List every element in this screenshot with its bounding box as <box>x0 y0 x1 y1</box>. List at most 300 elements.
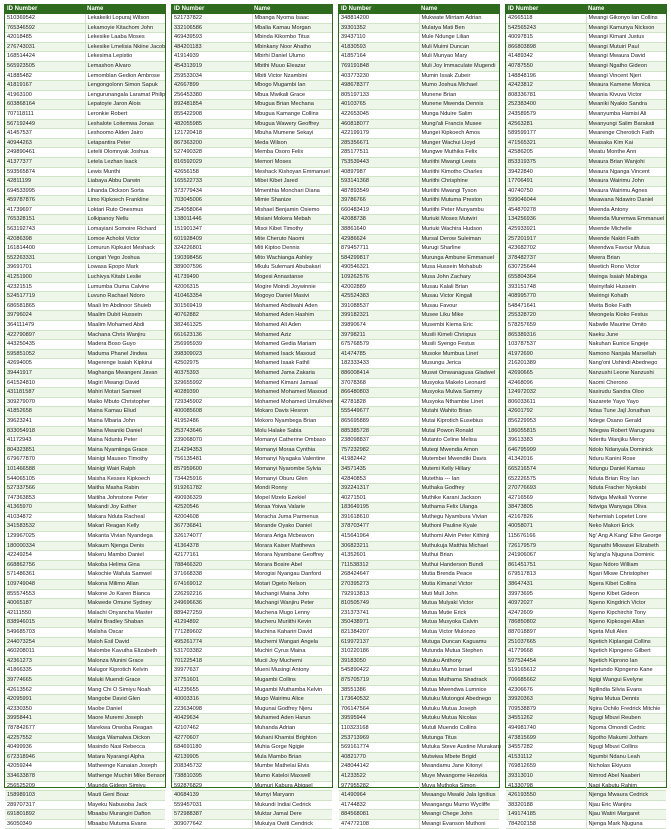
name-cell: Mutia Brenda Peace <box>419 570 499 580</box>
name-cell: Mugo Wairimu Alice <box>252 695 332 705</box>
name-cell: Misoi Kibet Timothy <box>252 225 332 235</box>
table-row <box>5 416 165 426</box>
name-cell: Mumbe Mathelai Elvis <box>252 762 332 772</box>
id-number-cell: 42690665 <box>506 368 586 378</box>
id-number-cell: 378482737 <box>506 253 586 263</box>
name-cell: Molu Halake Sabia <box>252 426 332 436</box>
name-cell: Musau Victor Kingali <box>419 292 499 302</box>
id-number-cell: 253713969 <box>339 733 419 743</box>
id-number-cell: 527490328 <box>172 148 252 158</box>
name-cell: Munger Wachui Lloyd <box>419 138 499 148</box>
name-cell: Musa John Zachary <box>419 273 499 283</box>
id-number-cell: 684691180 <box>172 743 252 753</box>
table-row <box>5 560 165 570</box>
table-row <box>506 570 666 580</box>
table-row <box>506 704 666 714</box>
table-row <box>172 129 332 139</box>
id-number-cell: 329655992 <box>172 378 252 388</box>
id-number-cell: 482055985 <box>172 119 252 129</box>
name-cell: Musee Liku Mike <box>419 311 499 321</box>
name-cell: Naeku June <box>586 330 666 340</box>
id-number-cell: 498678377 <box>339 81 419 91</box>
id-number-cell: 565923505 <box>5 61 85 71</box>
id-number-cell: 41972690 <box>506 349 586 359</box>
name-cell: Ngoma Omondi Cedric <box>586 723 666 733</box>
table-header-row <box>172 5 332 14</box>
name-cell: Mwangi Mutuiri Paul <box>586 42 666 52</box>
id-number-cell: 42167826 <box>506 512 586 522</box>
id-number-cell: 454313919 <box>172 61 252 71</box>
table-row <box>339 819 499 829</box>
id-number-cell: 41235655 <box>172 685 252 695</box>
table-row <box>339 560 499 570</box>
id-number-cell: 41852658 <box>5 407 85 417</box>
table-row <box>339 42 499 52</box>
list-column-2 <box>171 4 333 827</box>
id-number-cell: 865389316 <box>506 330 586 340</box>
table-row <box>172 388 332 398</box>
table-row <box>506 675 666 685</box>
id-number-cell: 542565243 <box>506 23 586 33</box>
table-row <box>5 330 165 340</box>
table-row <box>172 368 332 378</box>
id-number-cell: 40740750 <box>506 186 586 196</box>
table-row <box>506 781 666 791</box>
name-cell: Musyoka Makelo Leonard <box>419 378 499 388</box>
name-header: Name <box>252 5 332 14</box>
id-number-cell: 584299817 <box>339 253 419 263</box>
id-number-cell: 42694005 <box>5 359 85 369</box>
name-cell: Lomayiani Somoire Richard <box>85 225 165 235</box>
id-number-cell: 42665118 <box>506 14 586 23</box>
id-number-cell: 589599177 <box>506 129 586 139</box>
name-cell: Mainigi Wairi Ralph <box>85 464 165 474</box>
id-number-cell: 270395273 <box>339 580 419 590</box>
table-row <box>5 52 165 62</box>
id-number-cell: 572988387 <box>172 810 252 820</box>
id-number-cell: 39691701 <box>5 263 85 273</box>
table-row <box>339 656 499 666</box>
name-cell: Mutua Victor Mulonzo <box>419 628 499 638</box>
id-number-cell: 40499936 <box>5 743 85 753</box>
table-row <box>339 791 499 801</box>
id-number-cell: 254058064 <box>172 205 252 215</box>
name-cell: Makone Jo Karen Bianca <box>85 589 165 599</box>
id-number-cell: 792913813 <box>339 589 419 599</box>
table-row <box>339 666 499 676</box>
name-cell: Memori Moses <box>252 157 332 167</box>
name-cell: Mutua Muthama Shadrack <box>419 675 499 685</box>
table-row <box>506 244 666 254</box>
table-row <box>172 301 332 311</box>
name-cell: Maunda Gideon Simiyu <box>85 781 165 791</box>
id-number-cell: 679517813 <box>506 570 586 580</box>
table-row <box>5 541 165 551</box>
id-number-cell: 42770607 <box>172 733 252 743</box>
table-row <box>172 177 332 187</box>
name-cell: Maina Kamau Eliud <box>85 407 165 417</box>
id-number-cell: 765328151 <box>5 215 85 225</box>
name-cell: Mukuiya Owiti Cendrick <box>252 819 332 829</box>
id-number-cell: 40103765 <box>339 100 419 110</box>
table-row <box>506 349 666 359</box>
name-cell: Mwanyungi Salim Barakati <box>586 119 666 129</box>
name-cell: Ngeno Kibet Gideon <box>586 589 666 599</box>
name-header: Name <box>85 5 165 14</box>
table-row <box>506 771 666 781</box>
name-cell: Muye Mwangome Hezekia <box>419 771 499 781</box>
id-number-cell: 42107462 <box>172 723 252 733</box>
name-cell: Muchemi Wangari Angela <box>252 637 332 647</box>
id-number-cell: 103787537 <box>506 340 586 350</box>
name-cell: Magiri Mwangi David <box>85 378 165 388</box>
table-row <box>172 436 332 446</box>
table-row <box>172 608 332 618</box>
id-number-cell: 42667899 <box>172 81 252 91</box>
name-cell: Lumumba Ouma Calvine <box>85 282 165 292</box>
id-number-cell: 578257659 <box>506 321 586 331</box>
name-cell: Mogoyo Daniel Masivi <box>252 292 332 302</box>
table-row <box>506 253 666 263</box>
id-number-cell: 711538312 <box>339 560 419 570</box>
table-row <box>172 282 332 292</box>
name-cell: Mutua Musyoka Calvin <box>419 618 499 628</box>
table-row <box>506 378 666 388</box>
id-number-cell: 42472609 <box>506 608 586 618</box>
id-number-cell: 214294353 <box>172 445 252 455</box>
name-cell: Mutuli Muendo Collins <box>419 723 499 733</box>
name-cell: Maalim Mohamed Abdi <box>85 321 165 331</box>
name-cell: Muhani Khamisi Brighton <box>252 733 332 743</box>
name-cell: Misiani Mokera Mebah <box>252 215 332 225</box>
name-cell: Maina Mbaria John <box>85 416 165 426</box>
id-number-cell: 521737822 <box>172 14 252 23</box>
id-number-cell: 382461325 <box>172 321 252 331</box>
name-cell: Mutuku Mutongoi Abednego <box>419 695 499 705</box>
id-number-cell: 41233522 <box>339 771 419 781</box>
id-number-cell: 753539443 <box>339 157 419 167</box>
table-row <box>172 321 332 331</box>
name-cell: Mwenda Antony <box>586 205 666 215</box>
name-cell: Mwangi Mwaura David <box>586 52 666 62</box>
table-row <box>172 349 332 359</box>
table-row <box>339 388 499 398</box>
id-number-cell: 41531112 <box>506 752 586 762</box>
id-number-cell: 259533034 <box>172 71 252 81</box>
id-number-cell: 309279070 <box>5 397 85 407</box>
table-row <box>339 474 499 484</box>
table-row <box>172 407 332 417</box>
table-row <box>172 167 332 177</box>
id-number-cell: 373779434 <box>172 186 252 196</box>
name-cell: Mutuku Mutua Joseph <box>419 704 499 714</box>
id-number-cell: 367736841 <box>172 522 252 532</box>
id-number-cell: 545890422 <box>339 666 419 676</box>
id-number-cell: 226292216 <box>172 589 252 599</box>
table-row <box>5 522 165 532</box>
name-cell: Morara Bosire Abel <box>252 560 332 570</box>
name-cell: Murunga Ambune Emmanuel <box>419 253 499 263</box>
table-row <box>506 522 666 532</box>
id-number-cell: 821384207 <box>339 628 419 638</box>
table-row <box>5 157 165 167</box>
id-number-cell: 454870278 <box>506 205 586 215</box>
id-number-cell: 425933921 <box>506 225 586 235</box>
name-cell: Munga Nduire Salim <box>419 109 499 119</box>
table-row <box>339 321 499 331</box>
table-row <box>506 426 666 436</box>
table-row <box>506 186 666 196</box>
id-number-cell: 364111479 <box>5 321 85 331</box>
name-cell: Momanyi Catherine Ombaso <box>252 436 332 446</box>
id-header: ID Number <box>339 5 419 14</box>
name-cell: Njau Watiri Margaret <box>586 810 666 820</box>
id-number-cell: 168514424 <box>5 52 85 62</box>
table-row <box>506 340 666 350</box>
table-row <box>5 292 165 302</box>
id-number-cell: 787842677 <box>5 723 85 733</box>
table-row <box>5 580 165 590</box>
name-cell: Muriithi Mwangi Tyson <box>419 186 499 196</box>
table-row <box>5 455 165 465</box>
id-number-cell: 208345732 <box>172 762 252 772</box>
table-row <box>5 263 165 273</box>
name-cell: Nganathi Mkwasei Elizabeth <box>586 541 666 551</box>
name-cell: Momanyi Oburu Glen <box>252 474 332 484</box>
id-number-cell: 889427259 <box>172 608 252 618</box>
table-row <box>339 90 499 100</box>
name-cell: Ngera Kibet Collins <box>586 580 666 590</box>
name-cell: Mutuga Duncan Kaguamu <box>419 637 499 647</box>
id-number-cell: 661623136 <box>172 330 252 340</box>
table-row <box>339 628 499 638</box>
name-cell: Muhia Gorge Ngigie <box>252 743 332 753</box>
name-cell: Lewis Munthi <box>85 167 165 177</box>
name-cell: Letapantira Peter <box>85 138 165 148</box>
id-number-cell: 660483419 <box>339 205 419 215</box>
table-row <box>5 436 165 446</box>
name-cell: Mursal Derow Suleiman <box>419 234 499 244</box>
name-cell: Nehemiah Lopetet Lore <box>586 512 666 522</box>
id-number-cell: 691801892 <box>5 810 85 820</box>
table-row <box>339 407 499 417</box>
name-cell: Muchangi Wanjiru Peter <box>252 599 332 609</box>
table-row <box>339 71 499 81</box>
id-number-cell: 42257552 <box>5 733 85 743</box>
name-cell: Mutuku Anthony <box>419 656 499 666</box>
id-number-cell: 248044142 <box>339 762 419 772</box>
name-cell: Lemashon Alvaro <box>85 61 165 71</box>
id-number-cell: 39313010 <box>506 771 586 781</box>
table-row <box>172 819 332 829</box>
table-row <box>172 61 332 71</box>
id-number-cell: 552263331 <box>5 253 85 263</box>
table-row <box>172 484 332 494</box>
table-row <box>172 148 332 158</box>
name-cell: Letelii Olomnyak Joshua <box>85 148 165 158</box>
id-number-cell: 306823211 <box>339 541 419 551</box>
name-cell: Musyoka Mulwa Sammy <box>419 388 499 398</box>
table-row <box>172 378 332 388</box>
table-row <box>172 215 332 225</box>
id-number-cell: 892481854 <box>172 100 252 110</box>
table-row <box>339 205 499 215</box>
name-cell: Makanta Vivian Nyandega <box>85 532 165 542</box>
name-cell: Mbalia Kamau Morgan <box>252 23 332 33</box>
id-number-cell: 389007596 <box>172 263 252 273</box>
table-row <box>172 723 332 733</box>
id-number-cell: 134256936 <box>506 215 586 225</box>
name-cell: Muriithi Peter Munyambu <box>419 205 499 215</box>
table-row <box>5 723 165 733</box>
name-cell: Mangobe David Glen <box>85 695 165 705</box>
table-row <box>172 675 332 685</box>
table-row <box>506 532 666 542</box>
id-number-cell: 42601792 <box>506 407 586 417</box>
name-cell: Mito Wachianga Ashley <box>252 253 332 263</box>
name-cell: Muriithi Mutuma Preston <box>419 196 499 206</box>
name-cell: Mogesi Annastanse <box>252 273 332 283</box>
name-cell: Njenga Mwaura Cedrick <box>586 791 666 801</box>
id-number-cell: 40762882 <box>172 311 252 321</box>
id-number-cell: 40787550 <box>506 61 586 71</box>
table-row <box>506 407 666 417</box>
name-cell: Malini Bradley Shaban <box>85 618 165 628</box>
name-cell: Mwendwa Favour Mutua <box>586 244 666 254</box>
table-row <box>5 119 165 129</box>
id-number-cell: 38320188 <box>506 800 586 810</box>
table-row <box>339 61 499 71</box>
id-number-cell: 603868164 <box>5 100 85 110</box>
id-number-cell: 40944263 <box>5 138 85 148</box>
id-number-cell: 378703477 <box>339 522 419 532</box>
table-row <box>339 311 499 321</box>
id-number-cell: 729345902 <box>172 397 252 407</box>
name-cell: Mwawana Ndawiro Daniel <box>586 196 666 206</box>
table-row <box>5 407 165 417</box>
table-row <box>506 589 666 599</box>
name-cell: Ndaa Tune Jajl Jonathan <box>586 407 666 417</box>
name-cell: Muriuki Moses Mutwiri <box>419 215 499 225</box>
id-number-cell: 765346592 <box>5 23 85 33</box>
table-row <box>339 580 499 590</box>
name-cell: Ngeno Kipchirchir Tony <box>586 608 666 618</box>
id-number-cell: 40097815 <box>506 33 586 43</box>
id-number-cell: 391618610 <box>339 512 419 522</box>
table-row <box>339 301 499 311</box>
id-number-cell: 42018485 <box>5 33 85 43</box>
name-cell: Mbugua Wawery Geoffrey <box>252 119 332 129</box>
id-number-cell: 110323168 <box>339 723 419 733</box>
id-number-cell: 531703382 <box>172 647 252 657</box>
table-row <box>339 484 499 494</box>
table-row <box>506 695 666 705</box>
table-row <box>506 647 666 657</box>
id-number-cell: 41364378 <box>172 541 252 551</box>
name-cell: Muchena Mugo Lenny <box>252 608 332 618</box>
id-number-cell: 270776693 <box>506 484 586 494</box>
id-number-cell: 42330350 <box>5 704 85 714</box>
name-cell: Nduta Fracher Nyokabi <box>586 484 666 494</box>
name-cell: Ngilindia Silvia Evans <box>586 685 666 695</box>
name-cell: Mwende Nakiri Faith <box>586 234 666 244</box>
table-row <box>339 532 499 542</box>
list-column-4 <box>505 4 667 827</box>
table-row <box>506 762 666 772</box>
id-number-cell: 40271501 <box>339 493 419 503</box>
id-number-cell: 34571435 <box>339 464 419 474</box>
id-number-cell: 285356671 <box>339 138 419 148</box>
table-row <box>506 791 666 801</box>
name-cell: Makaum Njenga Denis <box>85 541 165 551</box>
name-cell: Momanyi Moraa Cynthia <box>252 445 332 455</box>
name-cell: Mondi Ronny <box>252 484 332 494</box>
table-row <box>5 791 165 801</box>
table-row <box>339 368 499 378</box>
name-cell: Mungei Kipkoech Amos <box>419 129 499 139</box>
name-cell: Mungwe Muthika Felix <box>419 148 499 158</box>
name-cell: Mutemi Kelly Hillary <box>419 464 499 474</box>
id-number-cell: 42613562 <box>5 685 85 695</box>
id-number-cell: 559457031 <box>172 800 252 810</box>
table-row <box>506 225 666 235</box>
id-number-cell: 42095991 <box>5 695 85 705</box>
table-row <box>5 618 165 628</box>
id-number-cell: 223634098 <box>172 704 252 714</box>
table-row <box>5 647 165 657</box>
name-cell: Matheenge Kanaian Joseph <box>85 762 165 772</box>
id-number-cell: 332106586 <box>172 23 252 33</box>
id-number-cell: 423682702 <box>506 244 586 254</box>
name-header: Name <box>586 5 666 14</box>
table-row <box>5 512 165 522</box>
name-cell: Mbugua Brian Mechana <box>252 100 332 110</box>
table-row <box>339 81 499 91</box>
table-row <box>339 704 499 714</box>
name-cell: Mwenda Muremwa Emmanuel <box>586 215 666 225</box>
table-row <box>172 512 332 522</box>
table-row <box>339 52 499 62</box>
id-number-cell: 371668338 <box>172 570 252 580</box>
table-row <box>5 800 165 810</box>
id-number-cell: 42986624 <box>339 234 419 244</box>
id-number-cell: 810505749 <box>339 599 419 609</box>
name-cell: Mutua Mutie Erick <box>419 608 499 618</box>
id-number-cell: 41330798 <box>506 781 586 791</box>
id-number-cell: 17706491 <box>506 177 586 187</box>
id-number-cell: 251037665 <box>506 637 586 647</box>
name-cell: Mohamed Aziz <box>252 330 332 340</box>
name-cell: Mbanga Nyoma Isaac <box>252 14 332 23</box>
table-row <box>172 359 332 369</box>
table-row <box>506 819 666 829</box>
id-number-cell: 124972032 <box>506 388 586 398</box>
name-cell: Maore Muremi Joseph <box>85 714 165 724</box>
id-number-cell: 41739697 <box>5 205 85 215</box>
name-cell: Makwede Omune Sydney <box>85 599 165 609</box>
id-number-cell: 425524383 <box>339 292 419 302</box>
id-number-cell: 39422840 <box>506 167 586 177</box>
id-number-cell: 41172943 <box>5 436 85 446</box>
name-cell: Mwaniki Nyakio Sandra <box>586 100 666 110</box>
table-row <box>339 100 499 110</box>
name-cell: Ngumbi Ndanu Leah <box>586 752 666 762</box>
name-cell: Ngugi Mbuvi Reuben <box>586 714 666 724</box>
name-cell: Ngetich Kiprono Ian <box>586 656 666 666</box>
name-cell: Mohamed Abdiwahi Aden <box>252 301 332 311</box>
table-row <box>339 512 499 522</box>
table-row <box>506 129 666 139</box>
